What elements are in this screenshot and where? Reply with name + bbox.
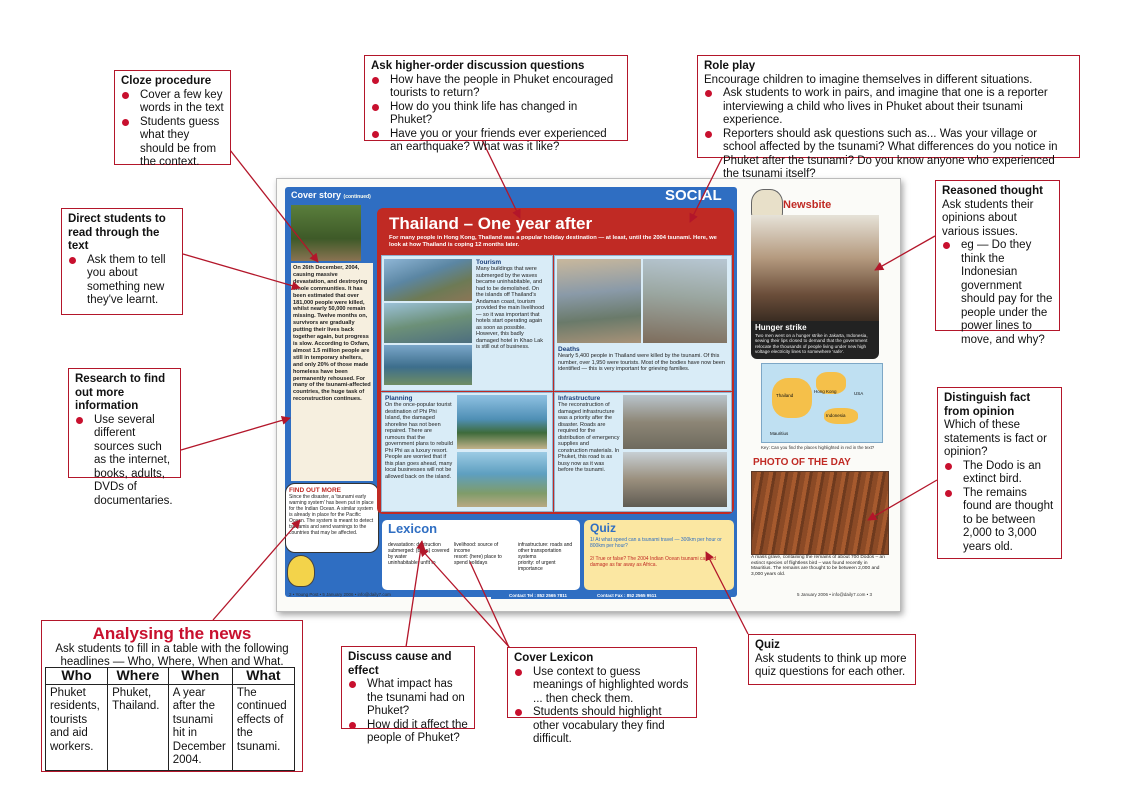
table-header-row: [46, 668, 295, 685]
connector-lexicon-2: [470, 562, 512, 654]
map-label: Indonesia: [826, 413, 846, 418]
analysing-intro: Ask students to fill in a table with the following headlines — Who, Where, When and What.: [55, 643, 289, 668]
reasoned-thought-box: [935, 180, 1060, 346]
table-cell: Phuket residents, tourists and aid workers.: [46, 684, 108, 770]
bullet-item: Have you or your friends ever experienced an earthquake? What was it like?: [371, 128, 621, 155]
fact-opinion-box: [937, 387, 1062, 559]
quiz-box-annotation: [748, 634, 916, 685]
box-intro: Encourage children to imagine themselves in different situations.: [704, 73, 1033, 86]
planning-text: On the once-popular tourist destination of Phi Phi Island, the damaged shoreline has not been repaired. There are rumours that the government plans to rebuild Phi Phi as a luxury resort. People are worried that if this plan goes ahead, many local businesses will not be allowed back on the island.: [385, 402, 453, 480]
analysing-table: [45, 667, 295, 771]
direct-students-box: [61, 208, 183, 315]
box-title: Research to find out more information: [75, 373, 166, 412]
social-label: SOCIAL: [665, 187, 722, 204]
footer-right: 5 January 2006 • info@daily7.com • 3: [797, 592, 873, 597]
connector-research: [181, 418, 290, 450]
bullet-item: How do you think life has changed in Phuket?: [371, 101, 621, 128]
box-title: Cloze procedure: [121, 75, 212, 87]
infrastructure-title: Infrastructure: [558, 395, 601, 402]
box-title: Distinguish fact from opinion: [944, 392, 1031, 418]
hunger-strike-box: Hunger strike Two men went on a hunger strike in Jakarta, Indonesia, sewing their lips closed to demand that the government relocate the thousands of people living under new high voltage electricity lines to somewhere 'safe'.: [751, 321, 879, 359]
lexicon-word: priority: of urgent importance: [518, 560, 556, 572]
connector-fact: [868, 480, 937, 520]
planning-title: Planning: [385, 395, 413, 402]
bullet-item: Ask students to work in pairs, and imagine that one is a reporter interviewing a child who lives in Phuket about their tsunami experience.: [704, 87, 1073, 128]
footer-fax: Contact Fax : 852 2565 9511: [597, 593, 657, 598]
connector-direct: [183, 254, 300, 288]
box-title: Reasoned thought: [942, 185, 1043, 197]
table-header: Where: [108, 668, 169, 685]
photo-caption: A mass grave, containing the remains of about 700 Dodos – an extinct species of flightless bird – was found recently in Mauritius. The remains are thought to be between 2,000 and 3,000 years old.: [751, 555, 885, 577]
connector-lexicon: [420, 548, 510, 648]
role-play-box: [697, 55, 1080, 180]
table-header: When: [168, 668, 232, 685]
lexicon-word: resort: (here) place to spend holidays: [454, 554, 502, 566]
bullet-item: The Dodo is an extinct bird.: [944, 460, 1055, 487]
box-intro: Ask students their opinions about various issues.: [942, 198, 1034, 238]
bullet-item: Reporters should ask questions such as... Was your village or school affected by the tsunami? What differences do you notice in Phuket after the tsunami? Do you know anyone who experienced the tsunami itself?: [704, 128, 1073, 182]
bullet-item: Use context to guess meanings of highlighted words ... then check them.: [514, 666, 690, 707]
bullet-item: Use several different sources such as the internet, books, adults, DVDs of documentaries.: [75, 414, 174, 509]
bullet-item: eg — Do they think the Indonesian government should pay for the people under the power lines to move, and why?: [942, 239, 1053, 347]
box-title: Direct students to read through the text: [68, 213, 166, 252]
box-title: Role play: [704, 60, 756, 72]
cover-story-label: Cover story (continued): [291, 190, 371, 200]
lexicon-word: infrastructure: roads and other transportation systems: [518, 542, 573, 560]
table-header: Who: [46, 668, 108, 685]
connector-cause: [406, 541, 422, 647]
connector-cloze: [230, 150, 318, 262]
bullet-item: Ask them to tell you about something new they've learnt.: [68, 254, 176, 308]
map-key: Key: Can you find the places highlighted in red in the text?: [761, 445, 875, 450]
lexicon-word: devastation: destruction: [388, 542, 441, 548]
table-row: [46, 684, 295, 770]
research-box: [68, 368, 181, 507]
bullet-item: Students should highlight other vocabulary they find difficult.: [514, 706, 690, 747]
photo-of-the-day-title: PHOTO OF THE DAY: [753, 457, 851, 468]
bullet-item: The remains found are thought to be between 2,000 to 3,000 years old.: [944, 487, 1055, 555]
box-title: Quiz: [755, 639, 780, 651]
table-header: What: [232, 668, 294, 685]
standfirst: For many people in Hong Kong, Thailand was a popular holiday destination — at least, until the 2004 tsunami. Here, we look at how Thailand is coping 12 months later.: [389, 235, 717, 248]
connector-analysing: [213, 520, 300, 620]
box-title: Ask higher-order discussion questions: [371, 60, 585, 72]
footer-left: 2 • Young Post • 5 January 2006 • info@daily7.com: [289, 592, 391, 597]
table-cell: The continued effects of the tsunami.: [232, 684, 294, 770]
lexicon-word: livelihood: source of income: [454, 542, 499, 554]
quiz-box: Quiz 1/ At what speed can a tsunami travel — 300km per hour or 800km per hour? 2/ True or false? The 2004 Indian Ocean tsunami caused damage as far away as Africa.: [583, 519, 735, 591]
deaths-text: Nearly 5,400 people in Thailand were killed by the tsunami. Of this number, over 1,950 were tourists. Most of the bodies have now been identified — this is very important for grieving families.: [558, 353, 725, 372]
cause-effect-box: [341, 646, 475, 744]
map-label: Thailand: [776, 393, 794, 398]
find-out-more-bubble: FIND OUT MORE Since the disaster, a 'tsunami early warning system' has been put in place for the Indian Ocean. A similar system is already in place for the Pacific Ocean. The system is meant to detect tsunamis and send warnings to the countries that may be affected.: [285, 483, 379, 553]
deaths-title: Deaths: [558, 346, 580, 353]
left-column: On 26th December, 2004, causing massive devastation, and destroying whole communities. It has been estimated that over 181,000 people were killed, whilst nearly 50,000 remain missing. Twelve months on, survivors are gradually putting their lives back together again, but progress is slow. According to Oxfam, almost 1.5 million people are still in temporary shelters, and only 20% of those made homeless have been permanently rehoused. For many of the tsunami-affected countries, the huge task of reconstruction continues.: [291, 263, 373, 481]
cloze-procedure-box: [114, 70, 231, 168]
bullet-item: Students guess what they should be from the context.: [121, 116, 224, 170]
box-title: Cover Lexicon: [514, 652, 594, 664]
footer-tel: Contact Tel : 852 2565 7811: [509, 593, 567, 598]
higher-order-questions-box: [364, 55, 628, 153]
bullet-item: How did it affect the people of Phuket?: [348, 719, 468, 746]
tourism-title: Tourism: [476, 259, 502, 266]
map-label: Mauritius: [770, 431, 789, 436]
cover-lexicon-box: [507, 647, 697, 745]
infrastructure-text: The reconstruction of damaged infrastructure was a priority after the disaster. Roads are required for the distribution of emergency supplies and construction materials. In Phuket, this road is as busy now as it was before the tsunami.: [558, 402, 620, 473]
box-intro: Which of these statements is fact or opinion?: [944, 419, 1047, 458]
bullet-item: What impact has the tsunami had on Phuket?: [348, 678, 468, 719]
lexicon-box: Lexicon devastation: destruction submerged: (been) covered by water uninhabitable: unfit to livelihood: source of income resort: (here) place to spend holidays infrastructure: roads and other transportation systems priority: of urgent importance: [381, 519, 581, 591]
main-title: Thailand – One year after: [389, 214, 593, 233]
map-label: USA: [854, 391, 864, 396]
map-label: Hong Kong: [814, 389, 837, 394]
bullet-item: How have the people in Phuket encouraged tourists to return?: [371, 74, 621, 101]
box-title: Discuss cause and effect: [348, 651, 452, 677]
analysing-title: Analysing the news: [92, 624, 252, 643]
box-intro: Ask students to think up more quiz questions for each other.: [755, 652, 907, 678]
lexicon-word: submerged: (been) covered by water: [388, 548, 450, 560]
table-cell: Phuket, Thailand.: [108, 684, 169, 770]
table-cell: A year after the tsunami hit in December 2004.: [168, 684, 232, 770]
connector-quiz: [706, 552, 748, 634]
tourism-text: Many buildings that were submerged by the waves became uninhabitable, and had to be demolished. On the islands off Thailand's Andaman coast, tourism provided the main livelihood — so it was important that hotels start operating again as soon as possible. However, this badly damaged hotel in Khao Lak is still out of business.: [476, 266, 545, 350]
bullet-item: Cover a few key words in the text: [121, 89, 224, 116]
connector-reasoned: [875, 236, 935, 270]
newsbite-title: Newsbite: [783, 199, 832, 211]
lexicon-word: uninhabitable: unfit to: [388, 560, 436, 566]
